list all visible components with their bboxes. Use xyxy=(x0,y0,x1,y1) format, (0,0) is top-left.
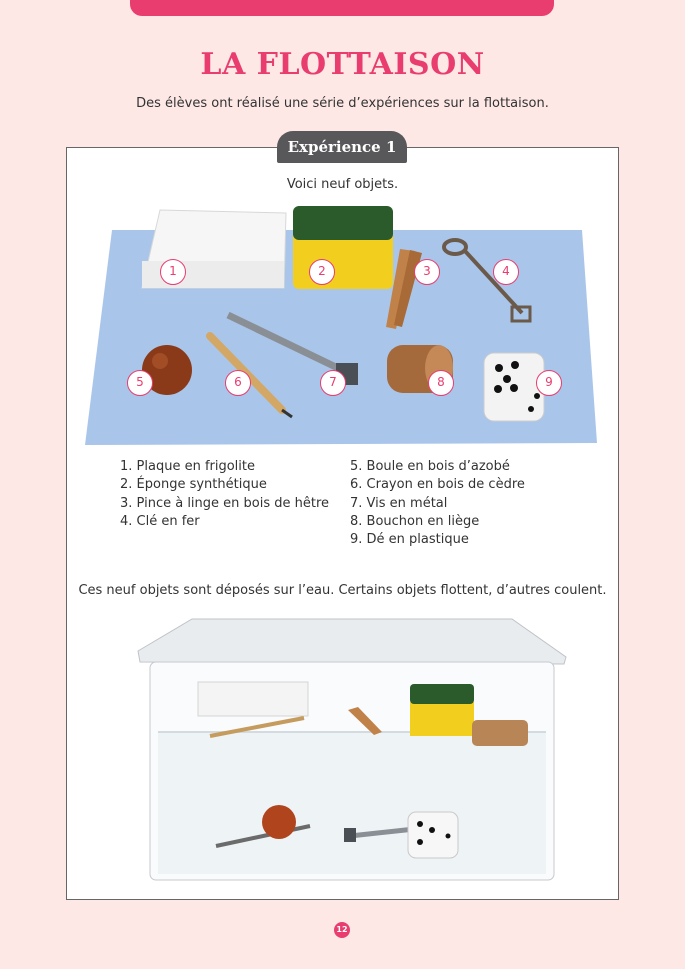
sponge-scrub xyxy=(293,206,393,240)
sunk-dice xyxy=(408,812,458,858)
page-number: 12 xyxy=(334,922,350,938)
list-item: 2. Éponge synthétique xyxy=(120,477,267,493)
marker-1: 1 xyxy=(160,259,186,285)
list-item: 6. Crayon en bois de cèdre xyxy=(350,477,525,493)
experiment-badge: Expérience 1 xyxy=(277,131,407,163)
floating-frigolite xyxy=(198,682,308,716)
marker-5: 5 xyxy=(127,370,153,396)
objects-photo xyxy=(82,203,602,448)
marker-3: 3 xyxy=(414,259,440,285)
list-item: 7. Vis en métal xyxy=(350,495,448,511)
page-title: LA FLOTTAISON xyxy=(200,47,485,82)
marker-9: 9 xyxy=(536,370,562,396)
list-item: 5. Boule en bois d’azobé xyxy=(350,459,510,474)
marker-2: 2 xyxy=(309,259,335,285)
objects-list-right xyxy=(350,458,525,549)
list-item: 4. Clé en fer xyxy=(120,513,200,529)
floating-cork xyxy=(472,720,528,746)
water xyxy=(158,732,546,874)
water-text: Ces neuf objets sont déposés sur l’eau. Certains objets flottent, d’autres coulent. xyxy=(78,583,607,598)
marker-4: 4 xyxy=(493,259,519,285)
objects-list-left xyxy=(120,458,329,531)
objects-lead: Voici neuf objets. xyxy=(286,177,399,192)
marker-8: 8 xyxy=(428,370,454,396)
list-item: 1. Plaque en frigolite xyxy=(120,459,256,474)
marker-6: 6 xyxy=(225,370,251,396)
water-tank-photo xyxy=(136,614,568,886)
intro-text: Des élèves ont réalisé une série d’expériences sur la flottaison. xyxy=(136,96,549,111)
list-item: 8. Bouchon en liège xyxy=(350,513,480,529)
tank-lid xyxy=(138,619,566,664)
sunk-ball xyxy=(262,805,296,839)
top-decor-bar xyxy=(130,0,554,16)
floating-sponge xyxy=(410,702,474,736)
marker-7: 7 xyxy=(320,370,346,396)
list-item: 3. Pince à linge en bois de hêtre xyxy=(120,495,330,511)
list-item: 9. Dé en plastique xyxy=(350,532,469,548)
